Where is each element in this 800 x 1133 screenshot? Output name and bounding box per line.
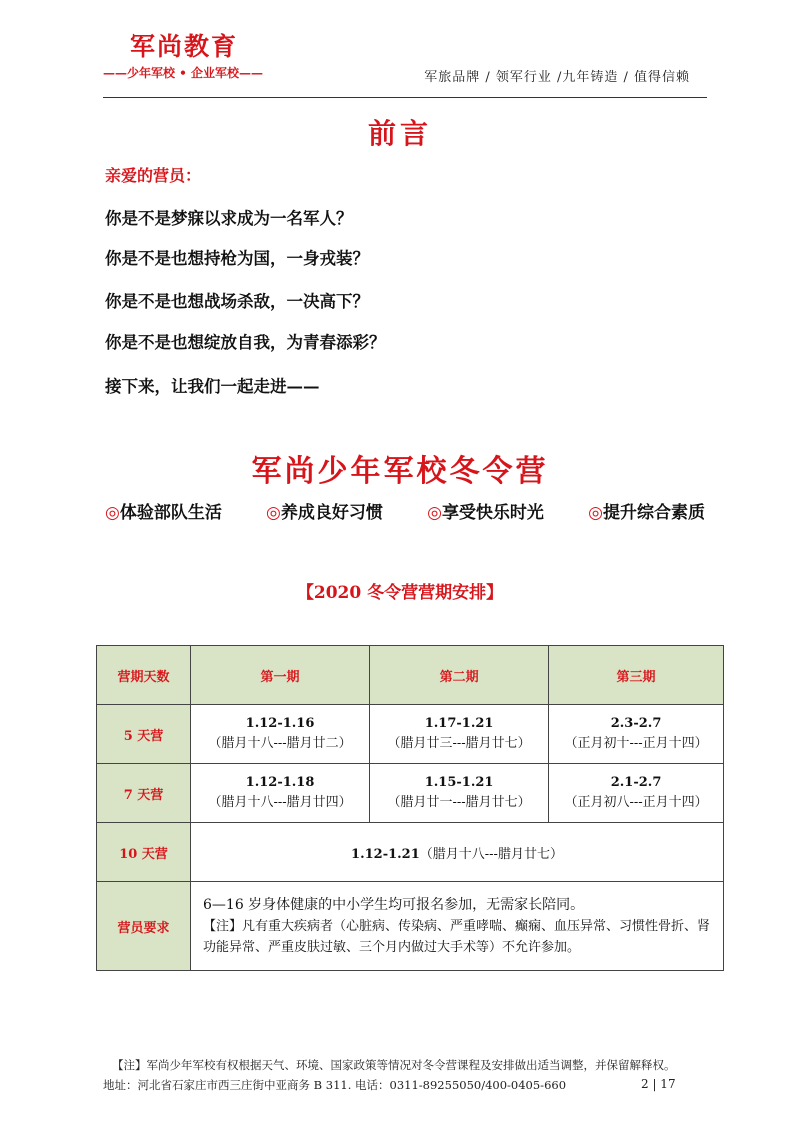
table-row [97,705,724,764]
footer-note: 【注】军尚少年军校有权根据天气、环境、国家政策等情况对冬令营课程及安排做出适当调整，并保留解释权。 [112,1058,676,1072]
bullet-icon: ◎ [105,503,120,523]
table-header-row [97,646,724,705]
feature-list [105,498,705,523]
session-cell [549,705,724,764]
bullet-icon: ◎ [266,503,281,523]
brand-name: 军尚教育 [130,32,239,61]
header-divider [103,97,707,98]
header-slogan: 军旅品牌 / 领军行业 /九年铸造 / 值得信赖 [424,70,690,85]
session-date: 1.17-1.21 [424,716,494,731]
header-cell: 营期天数 [97,646,191,705]
session-cell [191,764,370,823]
bullet-icon: ◎ [427,503,442,523]
row-label: 10 天营 [97,823,191,882]
session-lunar: （腊月十八---腊月廿四） [208,795,352,810]
session-cell [370,764,549,823]
schedule-title: 【2020 冬令营营期安排】 [296,583,504,603]
footer-address: 地址：河北省石家庄市西三庄街中亚商务 B 311. 电话：0311-89255050/400-0405-660 [103,1078,567,1092]
feature-item [266,498,383,523]
session-cell [549,764,724,823]
session-date: 2.1-2.7 [610,775,662,790]
session-date: 1.12-1.16 [245,716,315,731]
session-lunar: （腊月十八---腊月廿二） [208,736,352,751]
session-date: 1.12-1.21 [351,846,420,862]
bullet-icon: ◎ [588,503,603,523]
row-label: 5 天营 [97,705,191,764]
session-date: 1.15-1.21 [424,775,494,790]
session-cell [191,823,724,882]
session-cell [191,705,370,764]
session-lunar: （腊月廿一---腊月廿七） [387,795,531,810]
camp-title: 军尚少年军校冬令营 [251,454,549,489]
page-number: 2 | 17 [641,1077,676,1091]
feature-text: 享受快乐时光 [441,503,544,523]
greeting: 亲爱的营员： [105,166,202,185]
preface-line: 你是不是也想绽放自我，为青春添彩？ [105,333,386,352]
header-cell: 第一期 [191,646,370,705]
requirements-main: 6—16 岁身体健康的中小学生均可报名参加，无需家长陪同。 [203,896,585,913]
feature-item [588,498,705,523]
schedule-table [96,645,724,971]
session-date: 2.3-2.7 [610,716,662,731]
header-cell: 第二期 [370,646,549,705]
table-row [97,882,724,971]
feature-item [105,498,222,523]
preface-line: 接下来，让我们一起走进—— [105,377,320,396]
preface-line: 你是不是也想持枪为国，一身戎装？ [105,249,369,268]
feature-text: 体验部队生活 [119,503,222,523]
feature-text: 提升综合素质 [602,503,705,523]
session-lunar: （腊月廿三---腊月廿七） [387,736,531,751]
session-lunar: （腊月十八---腊月廿七） [419,846,563,862]
feature-text: 养成良好习惯 [280,503,383,523]
table-row [97,823,724,882]
brand-tagline: ——少年军校 • 企业军校—— [103,66,264,80]
feature-item [427,498,544,523]
table-row [97,764,724,823]
row-label: 7 天营 [97,764,191,823]
preface-line: 你是不是梦寐以求成为一名军人？ [105,209,353,228]
requirements-note: 【注】凡有重大疾病者（心脏病、传染病、严重哮喘、癫痫、血压异常、习惯性骨折、肾功能异常、严重皮肤过敏、三个月内做过大手术等）不允许参加。 [203,918,711,955]
session-date: 1.12-1.18 [245,775,315,790]
session-lunar: （正月初十---正月十四） [564,736,708,751]
row-label: 营员要求 [97,882,191,971]
requirements-cell [191,882,724,971]
preface-line: 你是不是也想战场杀敌，一决高下？ [105,292,369,311]
session-lunar: （正月初八---正月十四） [564,795,708,810]
page-title: 前言 [367,117,432,150]
header-cell: 第三期 [549,646,724,705]
session-cell [370,705,549,764]
